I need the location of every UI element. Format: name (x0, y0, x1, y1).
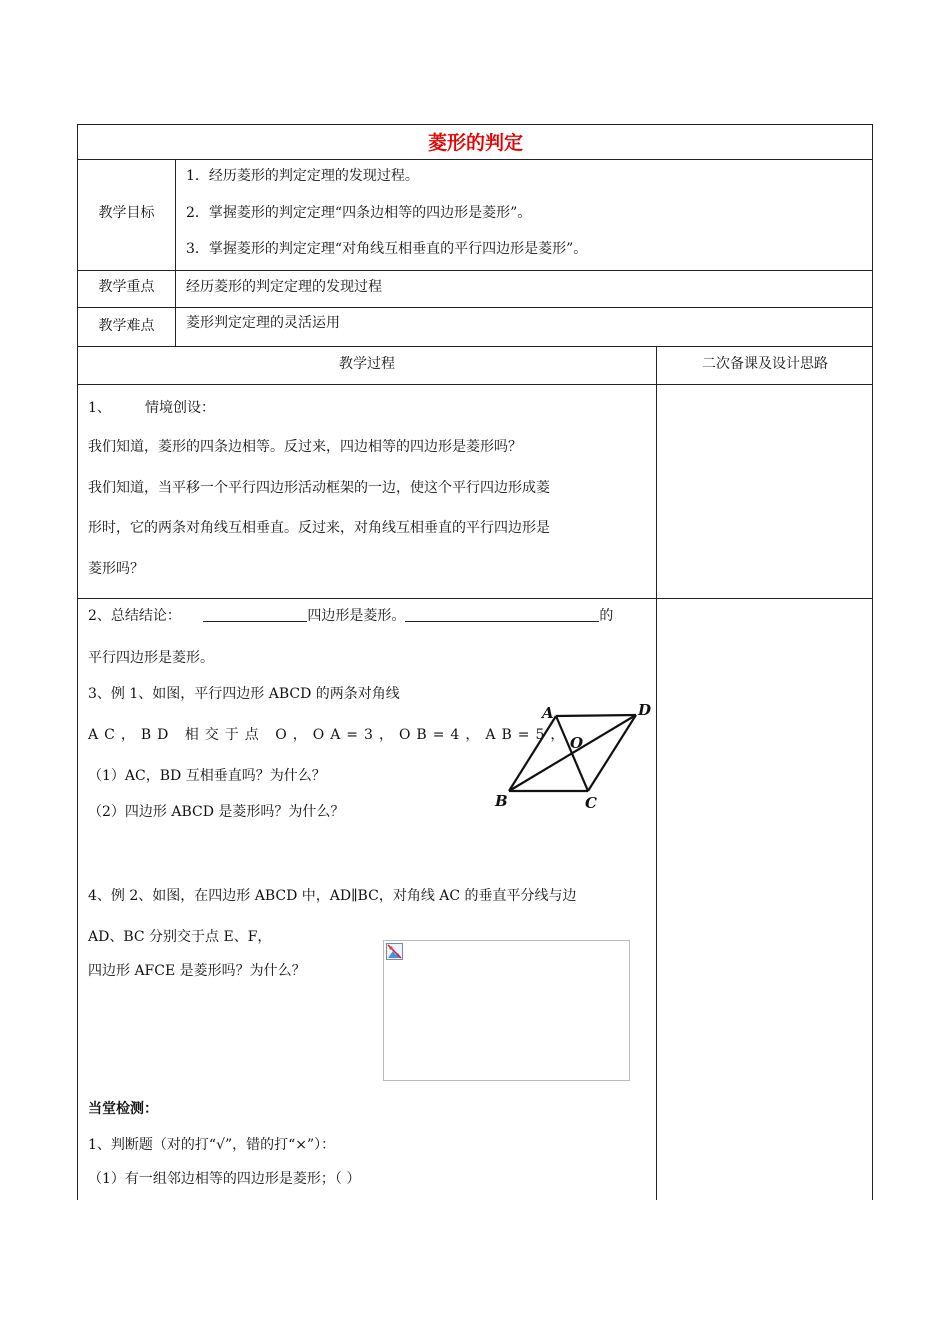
objective-item: 1．经历菱形的判定定理的发现过程。 (186, 168, 419, 184)
objective-item: 3．掌握菱形的判定定理“对角线互相垂直的平行四边形是菱形”。 (186, 241, 588, 257)
edge-ad (556, 715, 636, 716)
section1-heading: 情境创设： (145, 400, 215, 416)
vertex-label-a: A (542, 704, 554, 722)
column-divider (175, 159, 176, 347)
vertex-label-d: D (638, 701, 652, 719)
section2-line2: 平行四边形是菱形。 (88, 650, 214, 666)
vertex-label-b: B (495, 792, 508, 810)
center-label-o: O (570, 734, 584, 752)
rhombus-figure (490, 698, 660, 813)
section1-number: 1、 (88, 400, 111, 416)
row-divider (77, 384, 873, 385)
key-point-text: 经历菱形的判定定理的发现过程 (186, 279, 382, 295)
section2-suffix: 的 (599, 608, 614, 624)
diagonal-bd (509, 715, 636, 791)
process-header: 教学过程 (339, 356, 395, 372)
key-point-label: 教学重点 (98, 279, 155, 295)
example1-question: （2）四边形 ABCD 是菱形吗？为什么？ (88, 804, 345, 820)
section1-line: 菱形吗？ (88, 561, 144, 577)
example1-line1: 3、例 1、如图，平行四边形 ABCD 的两条对角线 (88, 686, 400, 702)
example2-line2: AD、BC 分别交于点 E、F， (88, 929, 272, 945)
page-title: 菱形的判定 (427, 132, 523, 154)
answer-blank (203, 607, 307, 622)
check-subquestion: （1）有一组邻边相等的四边形是菱形；（ ） (88, 1171, 361, 1187)
check-heading: 当堂检测： (88, 1101, 158, 1117)
vertex-label-c: C (585, 794, 597, 812)
objectives-label: 教学目标 (98, 205, 155, 221)
objective-item: 2．掌握菱形的判定定理“四条边相等的四边形是菱形”。 (186, 205, 532, 221)
check-question: 1、判断题（对的打“√”，错的打“×”）： (88, 1137, 336, 1153)
example2-line1: 4、例 2、如图，在四边形 ABCD 中，AD∥BC，对角线 AC 的垂直平分线与边 (88, 888, 577, 904)
example1-line2: AC，BD 相交于点 O，OA=3，OB=4，AB=5， (88, 727, 571, 743)
section1-line: 形时，它的两条对角线互相垂直。反过来，对角线互相垂直的平行四边形是 (88, 520, 550, 536)
row-divider (77, 598, 873, 599)
row-divider (77, 307, 873, 308)
difficulty-text: 菱形判定定理的灵活运用 (186, 315, 340, 331)
section1-line: 我们知道，当平移一个平行四边形活动框架的一边，使这个平行四边形成菱 (88, 480, 550, 496)
example2-line3: 四边形 AFCE 是菱形吗？为什么？ (88, 963, 306, 979)
notes-header: 二次备课及设计思路 (702, 356, 828, 372)
section2-middle: 四边形是菱形。 (307, 608, 406, 624)
section2-prefix: 2、总结结论： (88, 608, 181, 624)
edge-dc (588, 715, 636, 791)
answer-blank (405, 607, 599, 622)
image-placeholder (383, 940, 630, 1081)
section2-line1 (88, 605, 613, 625)
row-divider (77, 270, 873, 271)
edge-ba (509, 716, 556, 791)
difficulty-label: 教学难点 (98, 318, 155, 334)
broken-image-icon (386, 943, 403, 960)
example1-question: （1）AC，BD 互相垂直吗？为什么？ (88, 768, 326, 784)
row-divider (77, 346, 873, 347)
section1-line: 我们知道，菱形的四条边相等。反过来，四边相等的四边形是菱形吗？ (88, 439, 522, 455)
